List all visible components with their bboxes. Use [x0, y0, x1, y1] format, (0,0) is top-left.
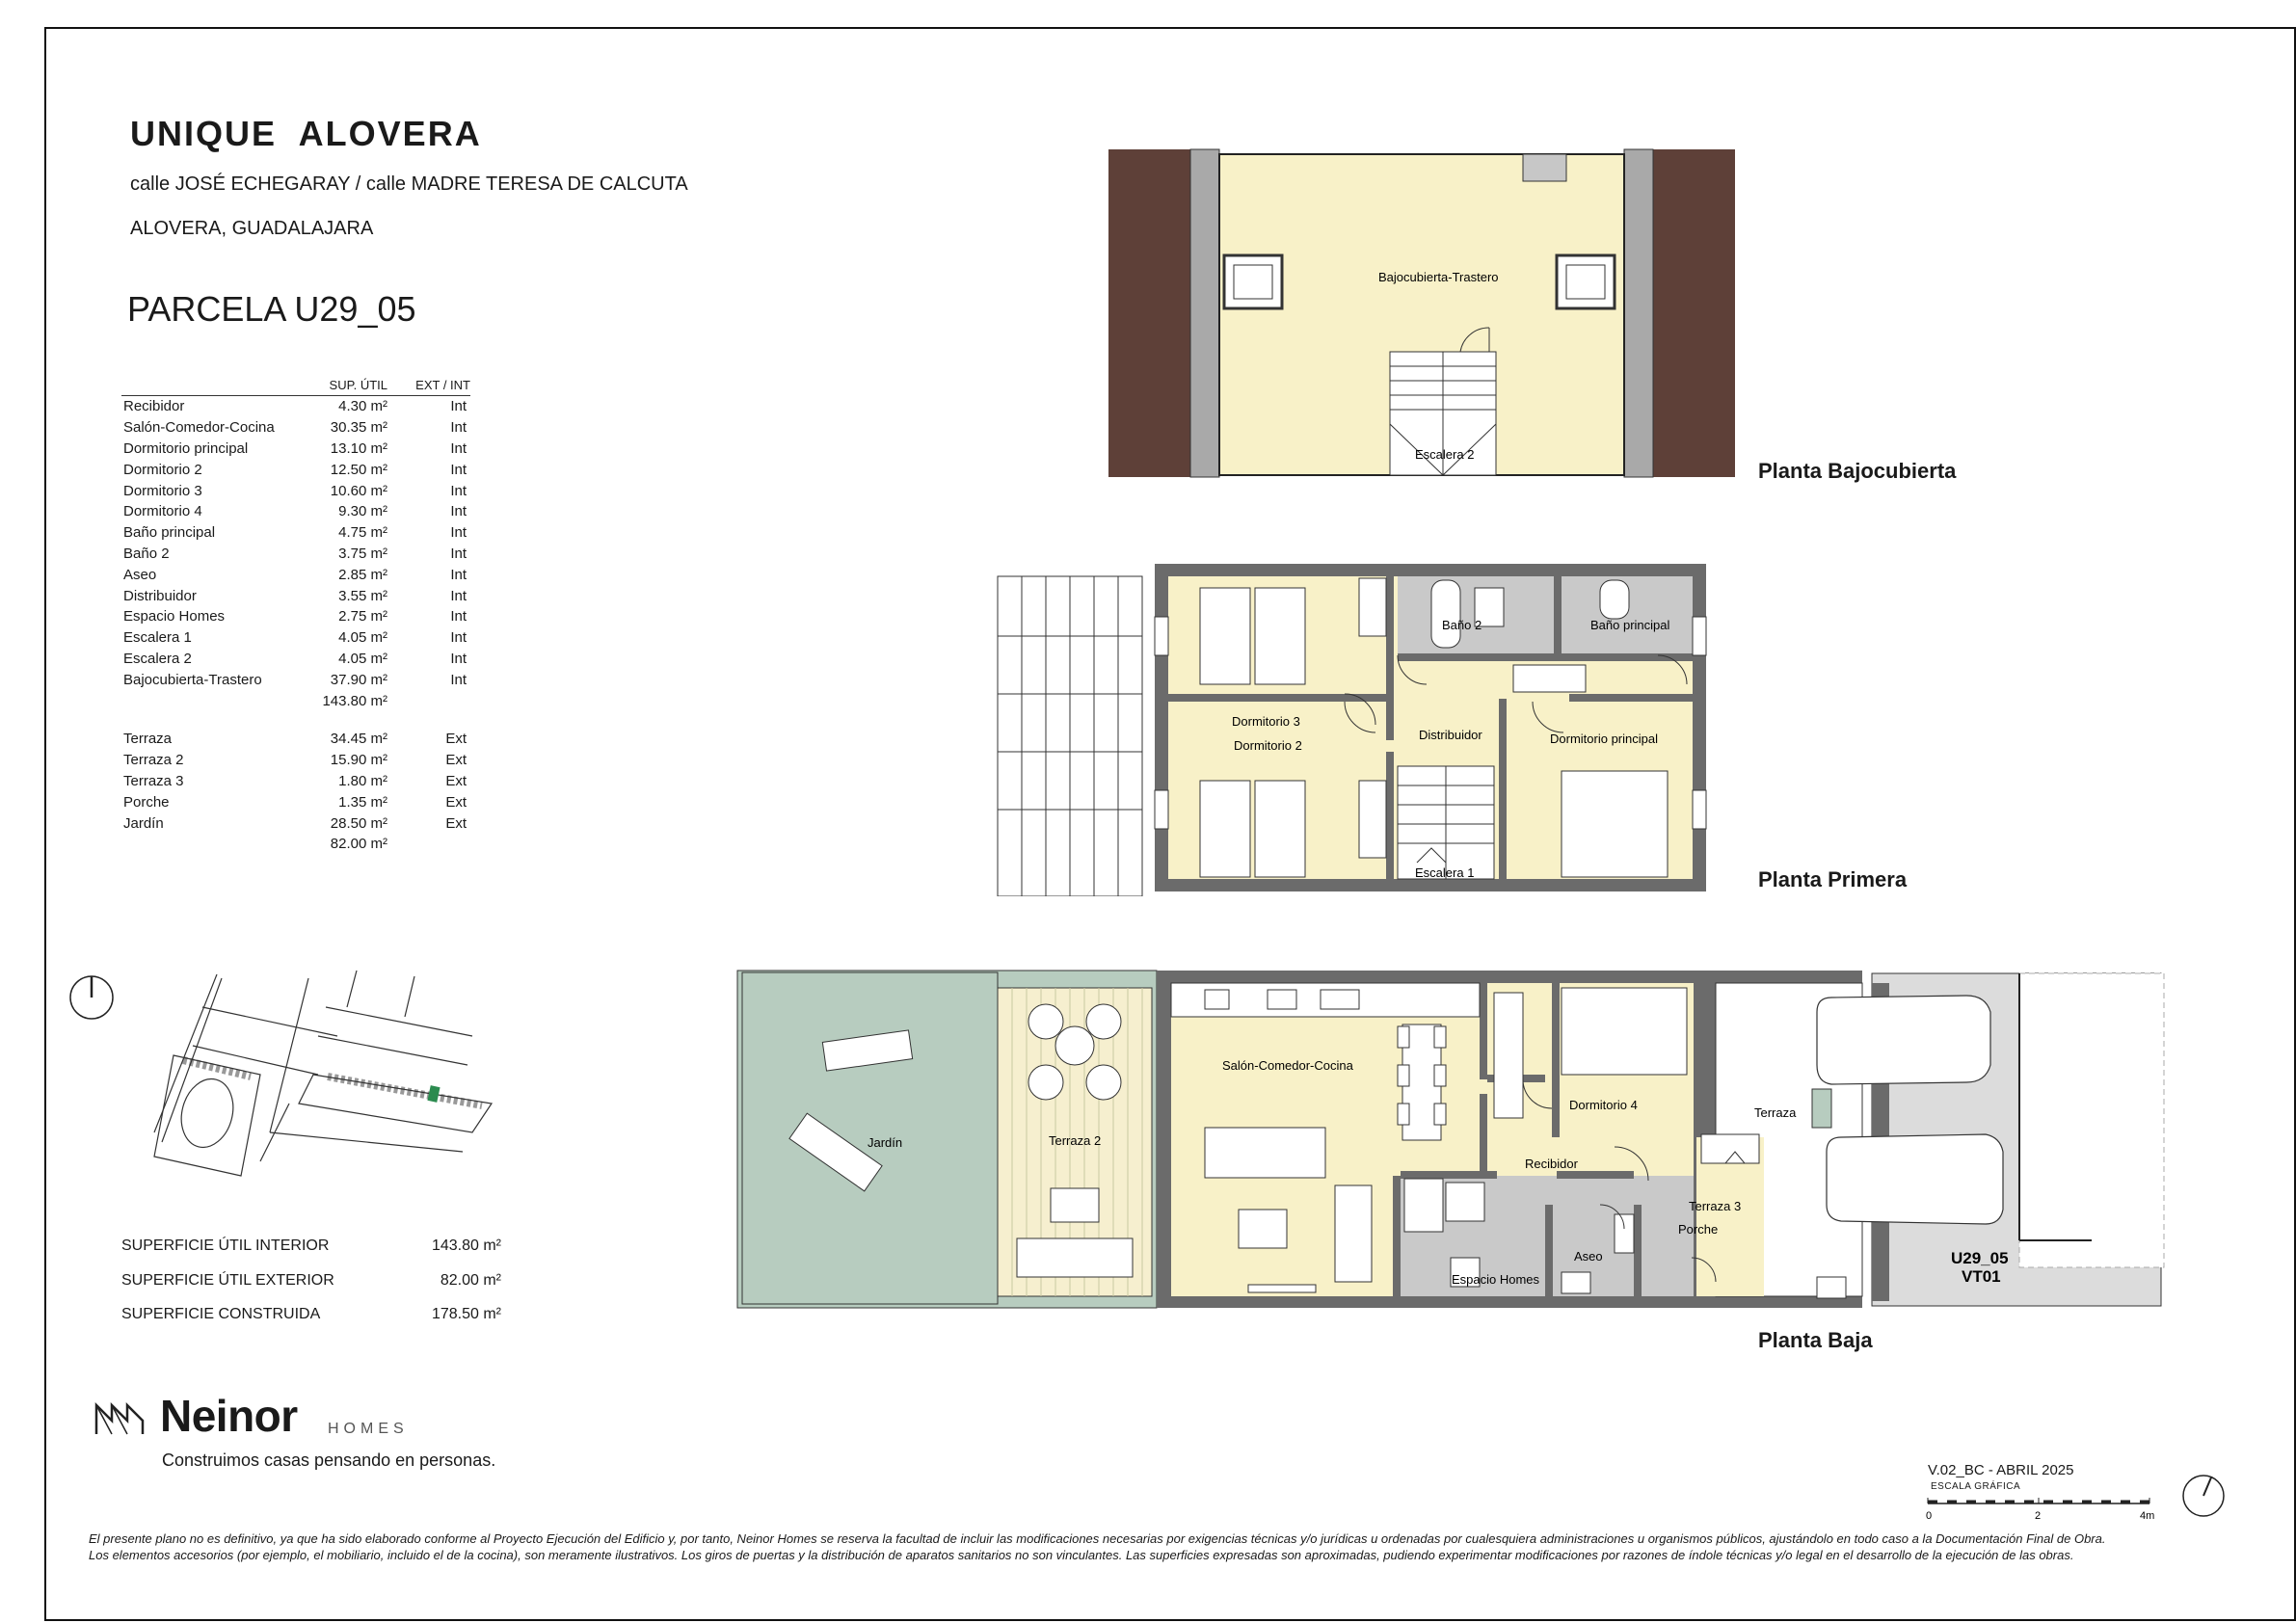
- room-terraza3-label: Terraza 3: [1689, 1199, 1742, 1213]
- room-name: Dormitorio 4: [123, 503, 202, 520]
- col-sup-header: SUP. ÚTIL: [295, 374, 387, 396]
- room-area: 9.30 m²: [338, 503, 387, 520]
- table-row: [121, 564, 470, 585]
- disclaimer-line-2: Los elementos accesorios (por ejemplo, el mobiliario, incluido el de la cocina), son meramente ilustrativos. Los giros de puertas y la distribución de aparatos sanitarios no son vinculantes. Las superficies expresadas son aproximadas, pudiendo experimentar modificaciones por razones de índole técnicas y/o legal en el desarrollo de la ejecución de las obras.: [89, 1548, 2074, 1562]
- room-name: Bajocubierta-Trastero: [123, 671, 262, 688]
- address-line-1: calle JOSÉ ECHEGARAY / calle MADRE TERESA DE CALCUTA: [130, 173, 688, 195]
- room-name: Jardín: [123, 814, 164, 832]
- room-name: Aseo: [123, 566, 157, 583]
- col-ext-header: EXT / INT: [387, 374, 470, 396]
- room-area: 2.75 m²: [338, 608, 387, 625]
- total-interior-value: 143.80 m²: [431, 1237, 501, 1254]
- room-name: Espacio Homes: [123, 608, 226, 625]
- room-area: 15.90 m²: [330, 752, 387, 769]
- room-area: 1.80 m²: [338, 772, 387, 789]
- north-arrow-icon: [2180, 1473, 2227, 1519]
- room-type: Int: [450, 524, 467, 542]
- table-row: [121, 812, 470, 834]
- room-type: Int: [450, 629, 467, 647]
- room-type: Int: [450, 608, 467, 625]
- room-escalera2-label: Escalera 2: [1415, 447, 1475, 462]
- room-type: Ext: [445, 793, 467, 811]
- room-type: Int: [450, 503, 467, 520]
- total-interior-label: SUPERFICIE ÚTIL INTERIOR: [121, 1237, 330, 1254]
- scale-tick-2: 2: [2035, 1510, 2042, 1522]
- scale-tick-0: 0: [1926, 1510, 1933, 1522]
- room-name: Terraza 3: [123, 772, 184, 789]
- room-area: 4.05 m²: [338, 629, 387, 647]
- room-area: 10.60 m²: [330, 482, 387, 499]
- address-line-2: ALOVERA, GUADALAJARA: [130, 218, 374, 239]
- plan-baja-label: Planta Baja: [1758, 1328, 1873, 1352]
- unit-label: U29_05: [1951, 1249, 2009, 1267]
- room-name: Dormitorio principal: [123, 439, 249, 457]
- room-type: Int: [450, 671, 467, 688]
- room-bano-principal-label: Baño principal: [1590, 618, 1670, 632]
- location-map: [67, 969, 521, 1190]
- brand-name: Neinor: [160, 1391, 298, 1441]
- room-terraza2-label: Terraza 2: [1049, 1133, 1102, 1148]
- table-row: [121, 649, 470, 670]
- room-area: 13.10 m²: [330, 439, 387, 457]
- room-espacio-homes-label: Espacio Homes: [1452, 1272, 1540, 1287]
- version-label: V.02_BC - ABRIL 2025: [1928, 1462, 2074, 1478]
- room-name: Baño principal: [123, 524, 216, 542]
- table-row: [121, 791, 470, 812]
- room-name: Dormitorio 3: [123, 482, 202, 499]
- room-porche-label: Porche: [1678, 1222, 1719, 1237]
- interior-subtotal: 143.80 m²: [322, 692, 387, 709]
- surface-table: [121, 374, 470, 855]
- room-type: Int: [450, 566, 467, 583]
- room-type: Int: [450, 439, 467, 457]
- plan-bajocubierta-label: Planta Bajocubierta: [1758, 459, 1957, 483]
- room-aseo-label: Aseo: [1574, 1249, 1603, 1264]
- brand-suffix: HOMES: [328, 1421, 409, 1437]
- room-name: Porche: [123, 793, 170, 811]
- room-area: 4.05 m²: [338, 650, 387, 667]
- room-area: 1.35 m²: [338, 793, 387, 811]
- room-type: Int: [450, 650, 467, 667]
- col-room-header: [121, 374, 295, 396]
- room-name: Salón-Comedor-Cocina: [123, 419, 275, 437]
- total-exterior-label: SUPERFICIE ÚTIL EXTERIOR: [121, 1272, 334, 1289]
- room-type: Int: [450, 587, 467, 604]
- table-row: [121, 606, 470, 627]
- total-built-value: 178.50 m²: [431, 1306, 501, 1322]
- room-area: 30.35 m²: [330, 419, 387, 437]
- room-name: Distribuidor: [123, 587, 197, 604]
- room-area: 4.30 m²: [338, 398, 387, 415]
- table-row: [121, 544, 470, 565]
- room-area: 28.50 m²: [330, 814, 387, 832]
- room-trastero-label: Bajocubierta-Trastero: [1378, 270, 1499, 284]
- scale-tick-4: 4m: [2140, 1510, 2155, 1522]
- brand-tagline: Construimos casas pensando en personas.: [162, 1450, 496, 1470]
- room-type: Ext: [445, 772, 467, 789]
- room-terraza-label: Terraza: [1754, 1105, 1797, 1120]
- room-type: Int: [450, 398, 467, 415]
- room-area: 2.85 m²: [338, 566, 387, 583]
- total-exterior-value: 82.00 m²: [440, 1272, 501, 1289]
- scale-label: ESCALA GRÁFICA: [1931, 1481, 2021, 1492]
- room-type: Int: [450, 461, 467, 478]
- vt-label: VT01: [1962, 1267, 2001, 1286]
- table-row: [121, 480, 470, 501]
- room-name: Escalera 1: [123, 629, 192, 647]
- table-row: [121, 585, 470, 606]
- project-title: UNIQUE ALOVERA: [130, 114, 482, 153]
- room-name: Terraza 2: [123, 752, 184, 769]
- exterior-subtotal: 82.00 m²: [330, 836, 387, 853]
- plan-bajocubierta: [1099, 145, 1754, 492]
- room-type: Int: [450, 482, 467, 499]
- room-dorm-principal-label: Dormitorio principal: [1550, 732, 1658, 746]
- room-dorm3-label: Dormitorio 3: [1232, 714, 1300, 729]
- room-name: Recibidor: [123, 398, 185, 415]
- table-row: [121, 627, 470, 649]
- room-jardin-label: Jardín: [868, 1135, 903, 1150]
- room-area: 4.75 m²: [338, 524, 387, 542]
- room-distribuidor-label: Distribuidor: [1419, 728, 1482, 742]
- graphic-scale: [1918, 1494, 2169, 1523]
- room-area: 3.75 m²: [338, 545, 387, 562]
- room-type: Ext: [445, 752, 467, 769]
- table-row: [121, 417, 470, 439]
- table-row: [121, 669, 470, 690]
- parcel-marker: [427, 1085, 440, 1103]
- room-name: Dormitorio 2: [123, 461, 202, 478]
- table-row: [121, 439, 470, 460]
- disclaimer: [89, 1530, 2229, 1563]
- room-bano2-label: Baño 2: [1442, 618, 1482, 632]
- room-area: 12.50 m²: [330, 461, 387, 478]
- plan-baja: [733, 969, 2178, 1316]
- room-type: Int: [450, 545, 467, 562]
- room-dorm2-label: Dormitorio 2: [1234, 738, 1302, 753]
- disclaimer-line-1: El presente plano no es definitivo, ya que ha sido elaborado conforme al Proyecto Ejecución del Edificio y, por tanto, Neinor Homes se reserva la facultad de incluir las modificaciones necesarias por exigencias técnicas y/o jurídicas u ordenadas por cualesquiera administraciones u organismos públicos, ajustándolo en todo caso a la Documentación Final de Obra.: [89, 1531, 2106, 1546]
- table-row: [121, 459, 470, 480]
- room-name: Baño 2: [123, 545, 170, 562]
- table-row: [121, 396, 470, 417]
- room-type: Ext: [445, 731, 467, 748]
- room-name: Escalera 2: [123, 650, 192, 667]
- room-name: Terraza: [123, 731, 173, 748]
- room-area: 34.45 m²: [330, 731, 387, 748]
- room-type: Int: [450, 419, 467, 437]
- neinor-logo-icon: [94, 1399, 150, 1438]
- room-dorm4-label: Dormitorio 4: [1569, 1098, 1638, 1112]
- parcel-title: PARCELA U29_05: [127, 289, 416, 329]
- room-recibidor-label: Recibidor: [1525, 1157, 1578, 1171]
- plan-primera-label: Planta Primera: [1758, 867, 1908, 891]
- table-row: [121, 522, 470, 544]
- table-row: [121, 729, 470, 750]
- plan-primera: [993, 559, 1745, 896]
- room-area: 37.90 m²: [330, 671, 387, 688]
- room-salon-label: Salón-Comedor-Cocina: [1222, 1058, 1353, 1073]
- total-built-label: SUPERFICIE CONSTRUIDA: [121, 1306, 321, 1322]
- room-type: Ext: [445, 814, 467, 832]
- table-row: [121, 771, 470, 792]
- room-escalera1-label: Escalera 1: [1415, 865, 1475, 880]
- room-area: 3.55 m²: [338, 587, 387, 604]
- table-row: [121, 501, 470, 522]
- table-row: [121, 750, 470, 771]
